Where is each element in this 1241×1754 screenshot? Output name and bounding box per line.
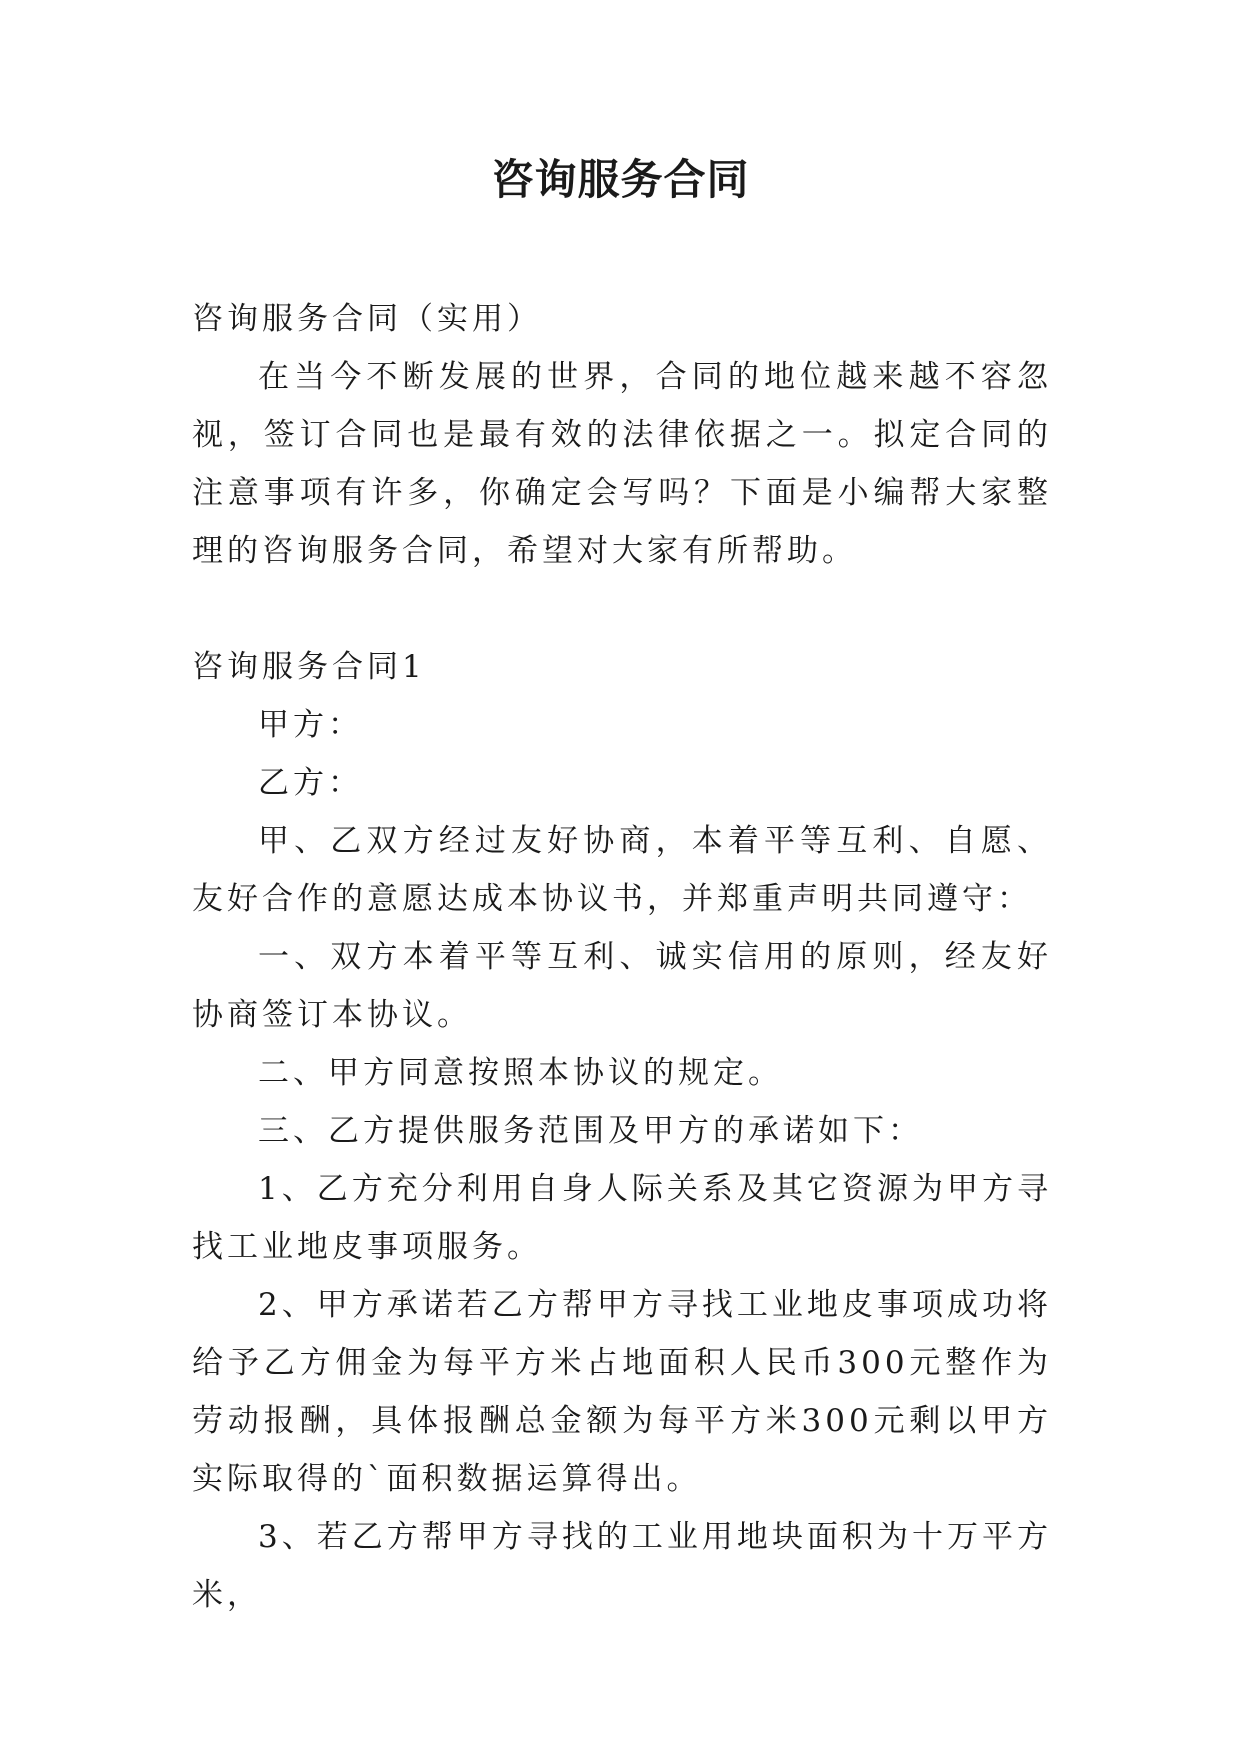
item-2-paragraph: 2、甲方承诺若乙方帮甲方寻找工业地皮事项成功将给予乙方佣金为每平方米占地面积人民币300元整作为劳动报酬，具体报酬总金额为每平方米300元剩以甲方实际取得的`面积数据运算得出。: [192, 1287, 1052, 1497]
subtitle-paragraph: 咨询服务合同（实用）: [192, 301, 542, 337]
party-b-line: 乙方：: [258, 765, 363, 801]
item-3-paragraph: 3、若乙方帮甲方寻找的工业用地块面积为十万平方米，: [192, 1519, 1052, 1613]
document-title: 咨询服务合同: [491, 155, 750, 204]
document-body: [192, 290, 1052, 1624]
intro-paragraph: 在当今不断发展的世界，合同的地位越来越不容忽视，签订合同也是最有效的法律依据之一。拟定合同的注意事项有许多，你确定会写吗？下面是小编帮大家整理的咨询服务合同，希望对大家有所帮助。: [192, 359, 1052, 569]
clause-1-paragraph: 一、双方本着平等互利、诚实信用的原则，经友好协商签订本协议。: [192, 939, 1052, 1033]
clause-3-paragraph: 三、乙方提供服务范围及甲方的承诺如下：: [258, 1113, 923, 1149]
preamble-paragraph: 甲、乙双方经过友好协商，本着平等互利、自愿、友好合作的意愿达成本协议书，并郑重声明共同遵守：: [192, 823, 1052, 917]
section-heading: 咨询服务合同1: [192, 649, 426, 685]
party-a-line: 甲方：: [258, 707, 363, 743]
item-1-paragraph: 1、乙方充分利用自身人际关系及其它资源为甲方寻找工业地皮事项服务。: [192, 1171, 1052, 1265]
clause-2-paragraph: 二、甲方同意按照本协议的规定。: [258, 1055, 783, 1091]
